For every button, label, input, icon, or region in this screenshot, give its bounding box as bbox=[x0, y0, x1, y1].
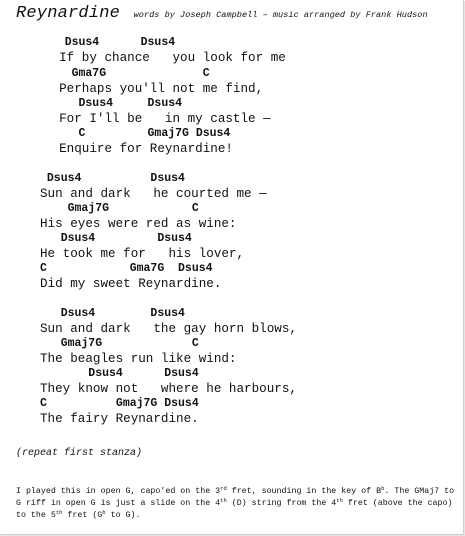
footnote-text: . The GMaj7 to G riff in open G is just a slide on the 4 bbox=[16, 487, 455, 508]
lyric-line: If by chance you look for me bbox=[44, 51, 286, 65]
footnote-text: I played this in open G, capo'ed on the 3 bbox=[16, 487, 221, 496]
lyric-line: Sun and dark the gay horn blows, bbox=[40, 322, 297, 336]
lyric-line: He took me for his lover, bbox=[40, 247, 245, 261]
chord-line: C Gma7G Dsus4 bbox=[40, 262, 213, 275]
chord-line: Dsus4 Dsus4 bbox=[44, 97, 183, 110]
lyric-line: For I'll be in my castle — bbox=[44, 112, 271, 126]
lyric-line: Enquire for Reynardine! bbox=[44, 142, 233, 156]
song-header bbox=[16, 4, 428, 23]
footnote-superscript: th bbox=[336, 497, 343, 504]
chord-line: C Gmaj7G Dsus4 bbox=[40, 397, 199, 410]
footnote-text: (D) string from the 4 bbox=[226, 499, 337, 508]
footnote-text: fret (G bbox=[62, 511, 103, 520]
footnote-text: to G). bbox=[105, 511, 141, 520]
footnote-superscript: b bbox=[102, 509, 106, 516]
chord-line: Gmaj7G C bbox=[40, 337, 199, 350]
chord-line: Dsus4 Dsus4 bbox=[40, 367, 199, 380]
lyric-line: Sun and dark he courted me — bbox=[40, 187, 267, 201]
performance-footnote bbox=[16, 486, 456, 522]
lyric-line: The fairy Reynardine. bbox=[40, 412, 199, 426]
footnote-text: fret, sounding in the key of B bbox=[226, 487, 382, 496]
chord-line: Gma7G C bbox=[44, 67, 210, 80]
lyric-line: Perhaps you'll not me find, bbox=[44, 82, 264, 96]
footnote-superscript: rd bbox=[220, 485, 227, 492]
lyric-line: The beagles run like wind: bbox=[40, 352, 237, 366]
chord-line: Dsus4 Dsus4 bbox=[44, 36, 176, 49]
chord-line: Dsus4 Dsus4 bbox=[40, 307, 185, 320]
song-title: Reynardine bbox=[16, 4, 121, 23]
repeat-instruction: (repeat first stanza) bbox=[16, 448, 143, 459]
lyric-line: They know not where he harbours, bbox=[40, 382, 297, 396]
chord-line: Dsus4 Dsus4 bbox=[40, 232, 192, 245]
footnote-superscript: th bbox=[220, 497, 227, 504]
chord-line: Dsus4 Dsus4 bbox=[40, 172, 185, 185]
song-credit: words by Joseph Campbell – music arranged by Frank Hudson bbox=[133, 10, 428, 20]
lyric-line: Did my sweet Reynardine. bbox=[40, 277, 222, 291]
chord-line: Gmaj7G C bbox=[40, 202, 199, 215]
chord-line: C Gmaj7G Dsus4 bbox=[44, 127, 231, 140]
footnote-text: fret (above the capo) to the 5 bbox=[16, 499, 453, 520]
footnote-superscript: b bbox=[381, 485, 385, 492]
footnote-superscript: th bbox=[55, 509, 63, 516]
lyric-line: His eyes were red as wine: bbox=[40, 217, 237, 231]
